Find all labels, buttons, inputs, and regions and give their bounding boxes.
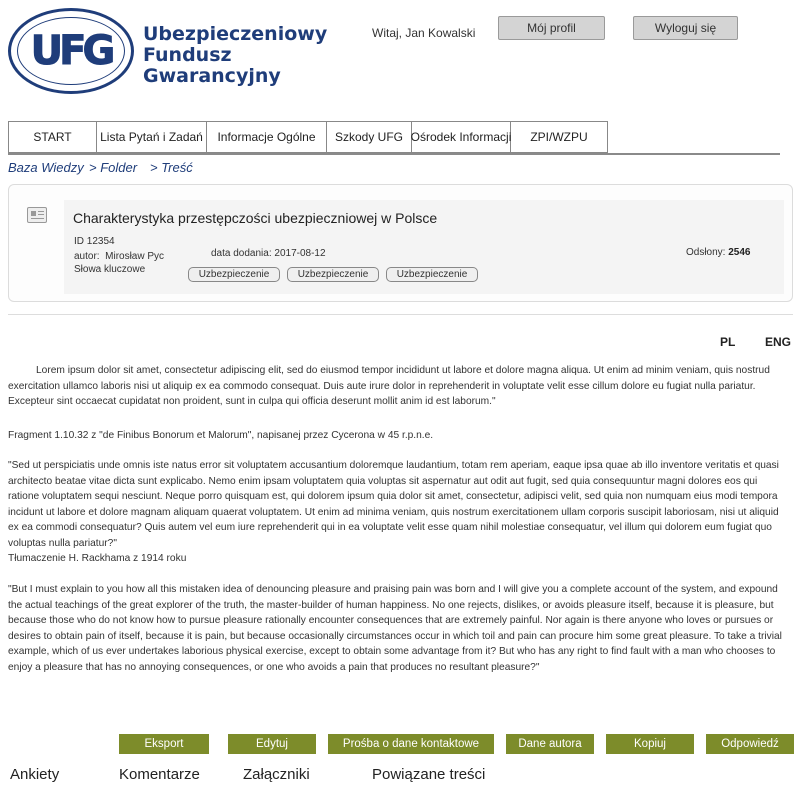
breadcrumb-baza-wiedzy[interactable]: Baza Wiedzy (8, 160, 84, 175)
lang-eng[interactable]: ENG (765, 335, 792, 349)
content-text: "Sed ut perspiciatis unde omnis iste natus error sit voluptatem accusantium doloremque laudantium, totam rem aperiam, eaque ipsa quae ab illo inventore veritatis et quasi architecto beatae vitae dicta sunt explicabo. Nemo enim ipsam voluptatem quia voluptas sit aspernatur aut odit aut fugit, sed quia consequuntur magni dolores eos qui ratione voluptatem sequi nesciunt. Neque porro quisquam est, qui dolorem ipsum quia dolor sit amet, consectetur, adipisci velit, sed quia non numquam eius modi tempora incidunt ut labore et dolore magnam aliquam quaerat voluptatem. Ut enim ad minima veniam, quis nostrum exercitationem ullam corporis suscipit laboriosam, nisi ut aliquid ex ea commodi consequatur? Quis autem vel eum iure reprehenderit qui in ea voluptate velit esse quam nihil molestiae consequatur, vel illum qui dolorem eum fugiat quo voluptas nulla pariatur?" (8, 460, 779, 549)
tab-ankiety[interactable]: Ankiety (10, 766, 60, 783)
edit-button[interactable]: Edytuj (228, 734, 316, 754)
export-button[interactable]: Eksport (119, 734, 209, 754)
copy-button[interactable]: Kopiuj (606, 734, 694, 754)
org-name (143, 24, 327, 87)
content-paragraph (8, 363, 790, 410)
tab-komentarze[interactable]: Komentarze (119, 766, 200, 783)
keywords-label: Słowa kluczowe (74, 264, 146, 275)
content-text: Lorem ipsum dolor sit amet, consectetur adipiscing elit, sed do eiusmod tempor incididunt ut labore et dolore magna aliqua. Ut enim ad minim veniam, quis nostrud exercitation ullamco laboris nisi ut aliquip ex ea commodo consequat. Duis aute irure dolor in reprehenderit in voluptate velit esse cillum dolore eu fugiat nulla pariatur. Excepteur sint occaecat cupidatat non proident, sunt in culpa qui officia deserunt mollit anim id est laborum." (8, 365, 770, 407)
article-date: data dodania: 2017-08-12 (211, 248, 326, 259)
tab-powiazane-tresci[interactable]: Powiązane treści (372, 766, 486, 783)
breadcrumb-folder[interactable]: > Folder (89, 160, 138, 175)
author-data-button[interactable]: Dane autora (506, 734, 594, 754)
views-counter (686, 247, 751, 258)
logout-button[interactable]: Wyloguj się (633, 16, 738, 40)
views-count: 2546 (728, 247, 751, 258)
article-title: Charakterystyka przestępczości ubezpieczniowej w Polsce (73, 210, 438, 226)
org-name-line: Gwarancyjny (143, 65, 281, 87)
profile-button[interactable]: Mój profil (498, 16, 605, 40)
tab-start[interactable]: START (9, 122, 97, 152)
reply-button[interactable]: Odpowiedź (706, 734, 794, 754)
nav-divider (8, 153, 780, 155)
tab-osrodek-informacji[interactable]: Ośrodek Informacji (412, 122, 511, 152)
content-text: Fragment 1.10.32 z "de Finibus Bonorum et Malorum", napisanej przez Cycerona w 45 r.p.n.e. (8, 430, 434, 441)
breadcrumb-tresc[interactable]: > Treść (150, 160, 193, 175)
org-name-line: Fundusz (143, 44, 232, 66)
user-greeting: Witaj, Jan Kowalski (372, 26, 476, 40)
content-text: Tłumaczenie H. Rackhama z 1914 roku (8, 553, 187, 564)
card-divider (8, 314, 793, 315)
content-text: "But I must explain to you how all this mistaken idea of denouncing pleasure and praising pain was born and I will give you a complete account of the system, and expound the actual teachings of the great explorer of the truth, the master-builder of human happiness. No one rejects, dislikes, or avoids pleasure itself, because it is pleasure, but because those who do not know how to pursue pleasure rationally encounter consequences that are extremely painful. Nor again is there anyone who loves or pursues or desires to obtain pain of itself, because it is pain, but because occasionally circumstances occur in which toil and pain can procure him some great pleasure. To take a trivial example, which of us ever undertakes laborious physical exercise, except to obtain some advantage from it? But who has any right to find fault with a man who chooses to enjoy a pleasure that has no annoying consequences, or one who avoids a pain that produces no resultant pleasure?" (8, 584, 782, 673)
tab-zpi-wzpu[interactable]: ZPI/WZPU (530, 130, 588, 144)
tab-szkody-ufg[interactable]: Szkody UFG (327, 122, 412, 152)
lang-pl[interactable]: PL (720, 335, 736, 349)
tab-zalaczniki[interactable]: Załączniki (243, 766, 310, 783)
request-contact-button[interactable]: Prośba o dane kontaktowe (328, 734, 494, 754)
document-icon (27, 207, 47, 223)
views-label: Odsłony: (686, 247, 726, 258)
content-paragraph (8, 582, 790, 675)
content-paragraph (8, 458, 790, 551)
article-author (74, 251, 164, 262)
main-nav (8, 121, 608, 153)
author-name[interactable]: Mirosław Pyc (105, 251, 165, 262)
org-name-line: Ubezpieczeniowy (143, 23, 328, 45)
tab-informacje-ogolne[interactable]: Informacje Ogólne (207, 122, 327, 152)
logo-letters: UFG (30, 28, 112, 74)
keyword-tag[interactable]: Uzbezpieczenie (188, 267, 280, 282)
author-label: autor: (74, 251, 100, 262)
keyword-tag[interactable]: Uzbezpieczenie (386, 267, 478, 282)
tab-lista-pytan[interactable]: Lista Pytań i Zadań (97, 122, 207, 152)
content-paragraph (8, 428, 790, 444)
keyword-tag[interactable]: Uzbezpieczenie (287, 267, 379, 282)
article-id: ID 12354 (74, 236, 115, 247)
content-paragraph (8, 551, 790, 567)
